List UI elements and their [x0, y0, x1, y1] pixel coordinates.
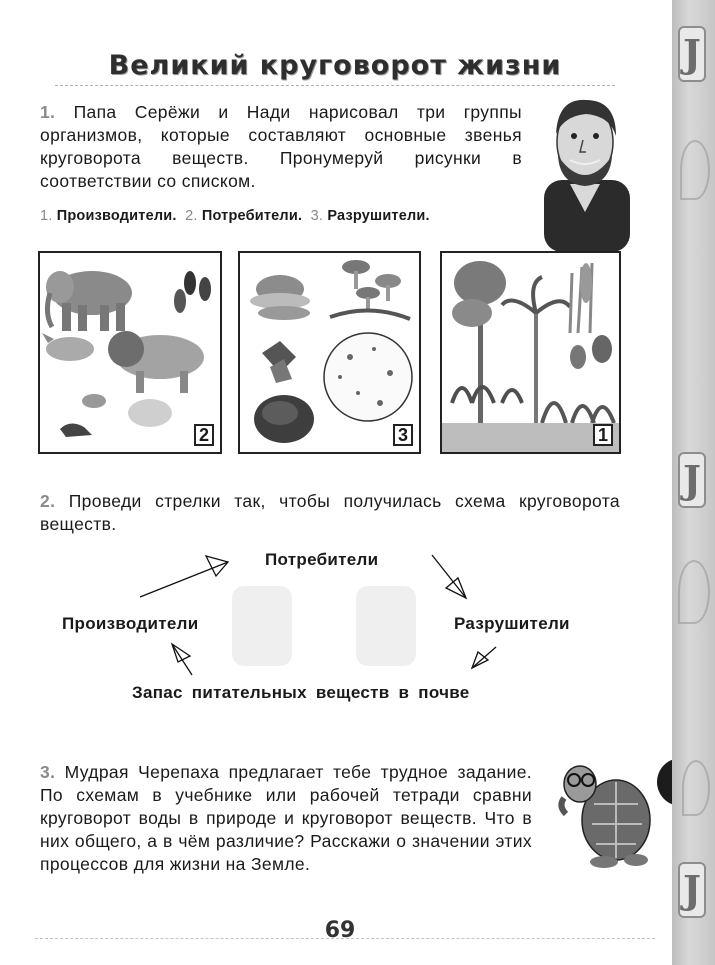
page-number: 69: [324, 918, 356, 943]
list-item-1-number: 1.: [40, 208, 53, 224]
turtle-illustration: [554, 754, 654, 872]
task-1-body: Папа Серёжи и Нади нарисовал три группы организмов, которые составляют основные звенья круговорота веществ. Пронумеруй рисунки в соответствии со списком.: [40, 102, 522, 191]
list-item-destroyers: Разрушители.: [327, 208, 430, 224]
list-item-2-number: 2.: [185, 208, 198, 224]
organism-groups-list: [40, 208, 430, 224]
task-1-number: 1.: [40, 102, 56, 122]
margin-tab-j-top: J: [678, 26, 706, 82]
list-item-producers: Производители.: [56, 208, 177, 224]
dad-illustration: [540, 94, 630, 252]
list-item-3-number: 3.: [310, 208, 324, 224]
node-destroyers: Разрушители: [454, 614, 570, 633]
task-3-text: [40, 761, 532, 876]
margin-leaf-ornament: [680, 140, 710, 200]
task-1-text: [40, 101, 522, 193]
margin-tab-j-middle: J: [678, 452, 706, 508]
picture-animals: [38, 251, 222, 454]
node-consumers: Потребители: [265, 550, 379, 569]
task-2-body: Проведи стрелки так, чтобы получилась схема круговорота веществ.: [40, 491, 620, 534]
page-title: Великий круговорот жизни: [108, 50, 562, 81]
title-ornament: [55, 85, 615, 86]
task-2-text: [40, 490, 620, 536]
picture-3-answer-box[interactable]: 1: [593, 424, 613, 446]
task-3-number: 3.: [40, 762, 56, 782]
picture-plants: [440, 251, 621, 454]
list-item-consumers: Потребители.: [201, 208, 303, 224]
picture-fungi-bacteria: [238, 251, 421, 454]
picture-1-answer-box[interactable]: 2: [194, 424, 214, 446]
node-producers: Производители: [62, 614, 199, 633]
task-3-body: Мудрая Черепаха предлагает тебе трудное задание. По схемам в учебнике или рабочей тетради сравни круговорот воды в природе и круговорот веществ. Что в них общего, а в чём различие? Расскажи о значении этих процессов для жизни на Земле.: [40, 762, 532, 874]
margin-tab-j-bottom: J: [678, 862, 706, 918]
cycle-scheme: [0, 540, 672, 710]
margin-leaf-ornament: [678, 560, 710, 624]
picture-2-answer-box[interactable]: 3: [393, 424, 413, 446]
task-2-number: 2.: [40, 491, 56, 511]
margin-leaf-ornament: [682, 760, 710, 816]
node-soil-stock: Запас питательных веществ в почве: [132, 683, 470, 702]
